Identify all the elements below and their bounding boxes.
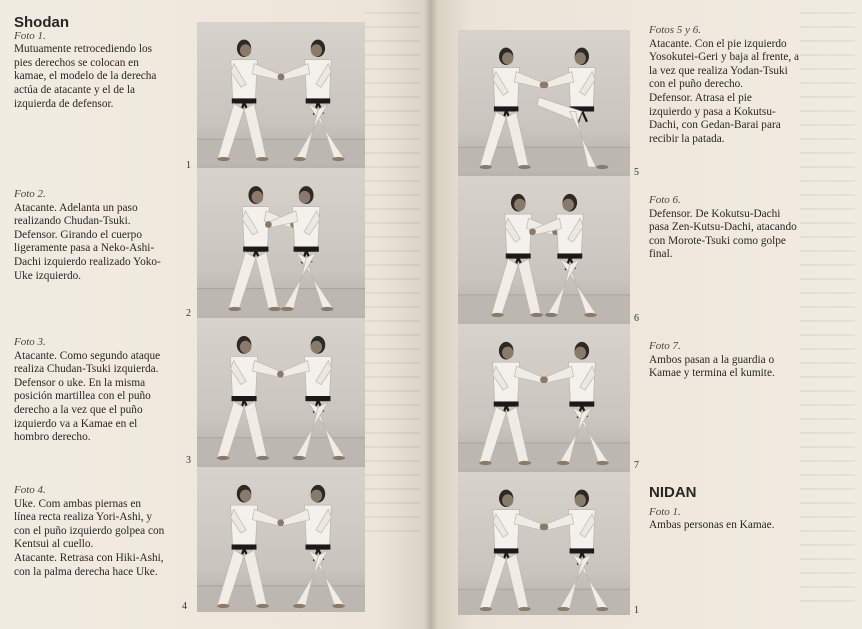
body-line: izquierdo va a Kamae en el xyxy=(14,417,138,430)
body-line: realizando Chudan-Tsuki. xyxy=(14,215,131,228)
left-block-2 xyxy=(14,188,186,283)
photo-number: 6 xyxy=(634,313,639,324)
foto-caption: Foto 1. xyxy=(14,29,46,42)
photo-number: 1 xyxy=(186,160,191,171)
kumite-photo xyxy=(197,22,365,165)
photo-illustration xyxy=(197,22,365,165)
right-block-2 xyxy=(649,194,849,262)
photo-number: 3 xyxy=(186,455,191,466)
body-line: izquierdo y pasa a Kokutsu- xyxy=(649,105,776,118)
foto-caption: Fotos 5 y 6. xyxy=(649,24,701,36)
body-line: Yosokutei-Geri y baja al frente, a xyxy=(649,51,800,64)
left-block-3 xyxy=(14,336,186,445)
photo-illustration xyxy=(458,176,630,321)
body-line: actúa de atacante y el de la xyxy=(14,83,136,96)
body-line: con el puño derecho. xyxy=(649,78,744,91)
body-line: Ambas personas en Kamae. xyxy=(649,519,775,532)
right-block-1 xyxy=(649,24,849,146)
kumite-photo xyxy=(458,30,630,173)
photo-illustration xyxy=(197,318,365,464)
right-photo-strip xyxy=(458,30,630,615)
body-line: Defensor. Girando el cuerpo xyxy=(14,228,142,241)
foto-caption: Foto 1. xyxy=(649,505,681,518)
foto-caption: Foto 7. xyxy=(649,340,681,352)
body-line: izquierda de defensor. xyxy=(14,97,114,110)
body-line: Dachi izquierdo realizado Yoko- xyxy=(14,255,161,268)
foto-caption: Foto 3. xyxy=(14,336,46,348)
left-block-4 xyxy=(14,484,186,579)
photo-illustration xyxy=(458,472,630,615)
body-line: ligeramente pasa a Neko-Ashi- xyxy=(14,242,155,255)
photo-illustration xyxy=(197,168,365,315)
foto-caption: Foto 4. xyxy=(14,484,46,496)
body-line: Uke. Com ambas piernas en xyxy=(14,497,142,510)
photo-illustration xyxy=(458,324,630,469)
page-gutter xyxy=(424,0,438,629)
body-line: con la palma derecha hace Uke. xyxy=(14,565,158,578)
photo-illustration xyxy=(197,467,365,612)
body-line: Atacante. Como segundo ataque xyxy=(14,349,161,362)
photo-number: 4 xyxy=(182,601,187,612)
kumite-photo xyxy=(458,176,630,321)
body-line: con el puño izquierdo golpea con xyxy=(14,524,165,537)
body-line: Ambos pasan a la guardia o xyxy=(649,353,775,366)
body-line: con Morote-Tsuki como golpe xyxy=(649,234,786,247)
body-line: Atacante. Con el pie izquierdo xyxy=(649,37,787,50)
right-block-4 xyxy=(649,486,849,533)
body-line: final. xyxy=(649,248,673,261)
photo-number: 1 xyxy=(634,605,639,616)
body-line: la vez que realiza Yodan-Tsuki xyxy=(649,64,788,77)
body-line: Mutuamente retrocediendo los xyxy=(14,43,153,56)
body-line: Defensor. De Kokutsu-Dachi xyxy=(649,207,781,220)
body-line: Atacante. Adelanta un paso xyxy=(14,201,138,214)
body-line: Defensor. Atrasa el pie xyxy=(649,91,752,104)
section-heading-shodan: Shodan xyxy=(14,14,69,31)
kumite-photo xyxy=(458,472,630,615)
section-heading-nidan: NIDAN xyxy=(649,484,697,501)
body-line: derecho a la vez que el puño xyxy=(14,403,143,416)
right-block-3 xyxy=(649,340,849,381)
show-through-left xyxy=(365,12,420,532)
foto-caption: Foto 6. xyxy=(649,194,681,206)
body-line: hombro derecho. xyxy=(14,431,91,444)
kumite-photo xyxy=(197,318,365,464)
body-line: posición martillea con el puño xyxy=(14,390,151,403)
body-line: pasa Zen-Kutsu-Dachi, atacando xyxy=(649,221,797,234)
body-line: Uke izquierdo. xyxy=(14,269,82,282)
photo-illustration xyxy=(458,30,630,173)
body-line: Defensor o uke. En la misma xyxy=(14,376,146,389)
foto-caption: Foto 2. xyxy=(14,188,46,200)
body-line: kamae, el modelo de la derecha xyxy=(14,70,157,83)
photo-number: 5 xyxy=(634,167,639,178)
photo-number: 7 xyxy=(634,460,639,471)
body-line: línea recta realiza Yori-Ashi, y xyxy=(14,511,153,524)
body-line: Atacante. Retrasa con Hiki-Ashi, xyxy=(14,551,164,564)
kumite-photo xyxy=(197,168,365,315)
kumite-photo xyxy=(197,467,365,612)
left-block-1 xyxy=(14,16,186,111)
body-line: Kentsui al cuello. xyxy=(14,538,94,551)
kumite-photo xyxy=(458,324,630,469)
photo-number: 2 xyxy=(186,308,191,319)
body-line: Dachi, con Gedan-Barai para xyxy=(649,119,781,132)
left-photo-strip xyxy=(197,22,365,612)
body-line: Kamae y termina el kumite. xyxy=(649,367,775,380)
body-line: pies derechos se colocan en xyxy=(14,56,139,69)
body-line: recibir la patada. xyxy=(649,132,725,145)
body-line: realiza Chudan-Tsuki izquierda. xyxy=(14,363,159,376)
